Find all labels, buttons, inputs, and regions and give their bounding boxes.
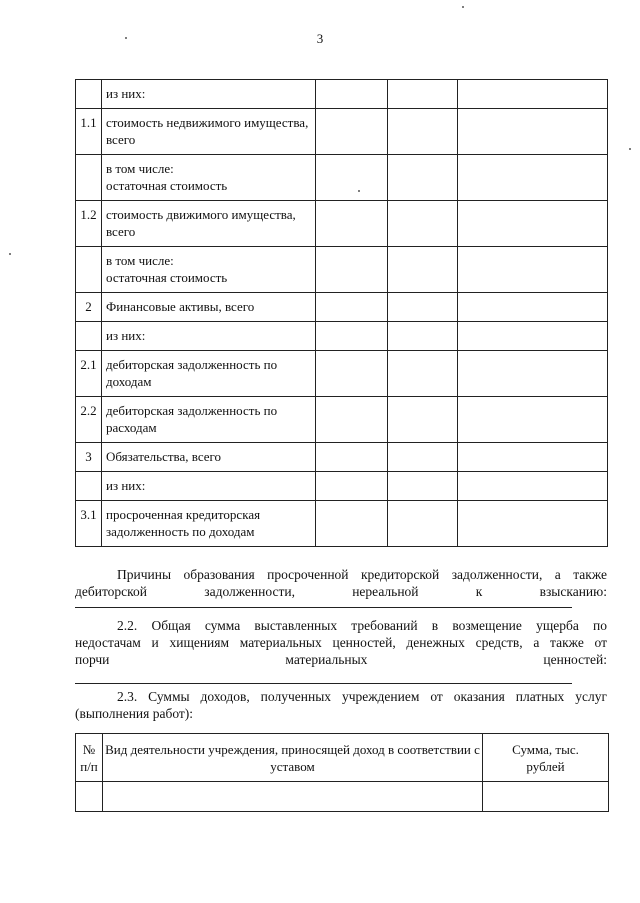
header-activity: Вид деятельности учреждения, приносящей доход в соответствии с уставом	[103, 734, 483, 782]
value-cell	[388, 351, 458, 397]
scan-speck	[125, 37, 127, 39]
assets-table	[75, 79, 608, 547]
row-number: 1.1	[76, 109, 102, 155]
row-number	[76, 80, 102, 109]
row-number	[76, 322, 102, 351]
table-row	[76, 201, 608, 247]
empty-cell	[483, 782, 609, 812]
value-cell	[458, 293, 608, 322]
scan-speck	[462, 6, 464, 8]
row-label: в том числе: остаточная стоимость	[102, 155, 316, 201]
section-2-2-line-3: порчи материальных ценностей:	[75, 652, 607, 667]
table-row	[76, 501, 608, 547]
row-label: в том числе: остаточная стоимость	[102, 247, 316, 293]
row-number: 2.1	[76, 351, 102, 397]
table-row	[76, 397, 608, 443]
section-2-2-line-2: недостачам и хищениям материальных ценностей, денежных средств, а также от	[75, 635, 607, 650]
value-cell	[458, 247, 608, 293]
value-cell	[316, 293, 388, 322]
table-row	[76, 443, 608, 472]
header-sum: Сумма, тыс. рублей	[483, 734, 609, 782]
row-label: стоимость движимого имущества, всего	[102, 201, 316, 247]
table-row	[76, 351, 608, 397]
value-cell	[316, 80, 388, 109]
table-row	[76, 782, 609, 812]
value-cell	[316, 501, 388, 547]
section-2-2	[75, 617, 607, 668]
page-number: 3	[316, 31, 324, 46]
row-label: из них:	[102, 472, 316, 501]
value-cell	[316, 322, 388, 351]
value-cell	[388, 501, 458, 547]
row-label: просроченная кредиторская задолженность по доходам	[102, 501, 316, 547]
reasons-line-2: дебиторской задолженности, нереальной к взысканию:	[75, 584, 607, 599]
value-cell	[458, 472, 608, 501]
value-cell	[316, 397, 388, 443]
row-label: из них:	[102, 80, 316, 109]
value-cell	[458, 397, 608, 443]
row-number	[76, 247, 102, 293]
value-cell	[458, 109, 608, 155]
value-cell	[458, 322, 608, 351]
row-label: дебиторская задолженность по доходам	[102, 351, 316, 397]
table-row	[76, 293, 608, 322]
row-number: 2.2	[76, 397, 102, 443]
section-2-3-line-2: (выполнения работ):	[75, 706, 194, 721]
value-cell	[316, 201, 388, 247]
value-cell	[388, 397, 458, 443]
scan-speck	[9, 253, 11, 255]
table-row	[76, 155, 608, 201]
value-cell	[316, 443, 388, 472]
reasons-fill-line	[75, 607, 572, 608]
value-cell	[316, 351, 388, 397]
row-number	[76, 155, 102, 201]
row-number	[76, 472, 102, 501]
row-label: стоимость недвижимого имущества, всего	[102, 109, 316, 155]
value-cell	[458, 501, 608, 547]
section-2-2-fill-line	[75, 683, 572, 684]
value-cell	[388, 293, 458, 322]
value-cell	[316, 155, 388, 201]
header-num: № п/п	[76, 734, 103, 782]
services-table	[75, 733, 609, 812]
table-header-row	[76, 734, 609, 782]
scan-speck	[629, 148, 631, 150]
empty-cell	[103, 782, 483, 812]
table-row	[76, 247, 608, 293]
value-cell	[458, 155, 608, 201]
value-cell	[458, 443, 608, 472]
table-row	[76, 109, 608, 155]
value-cell	[388, 247, 458, 293]
value-cell	[388, 109, 458, 155]
section-2-3-line-1: 2.3. Суммы доходов, полученных учреждением от оказания платных услуг	[117, 689, 607, 704]
value-cell	[388, 322, 458, 351]
table-row	[76, 80, 608, 109]
value-cell	[458, 201, 608, 247]
row-label: дебиторская задолженность по расходам	[102, 397, 316, 443]
table-row	[76, 472, 608, 501]
section-2-2-line-1: 2.2. Общая сумма выставленных требований в возмещение ущерба по	[117, 618, 607, 633]
row-number: 1.2	[76, 201, 102, 247]
value-cell	[458, 351, 608, 397]
value-cell	[388, 80, 458, 109]
value-cell	[388, 201, 458, 247]
value-cell	[316, 472, 388, 501]
value-cell	[458, 80, 608, 109]
value-cell	[388, 472, 458, 501]
section-2-3	[75, 688, 607, 722]
row-label: из них:	[102, 322, 316, 351]
scan-speck	[358, 190, 360, 192]
row-number: 3	[76, 443, 102, 472]
row-number: 2	[76, 293, 102, 322]
row-label: Финансовые активы, всего	[102, 293, 316, 322]
value-cell	[316, 247, 388, 293]
row-number: 3.1	[76, 501, 102, 547]
reasons-paragraph	[75, 566, 607, 600]
value-cell	[388, 155, 458, 201]
row-label: Обязательства, всего	[102, 443, 316, 472]
empty-cell	[76, 782, 103, 812]
table-row	[76, 322, 608, 351]
value-cell	[388, 443, 458, 472]
reasons-line-1: Причины образования просроченной кредиторской задолженности, а также	[117, 567, 607, 582]
value-cell	[316, 109, 388, 155]
